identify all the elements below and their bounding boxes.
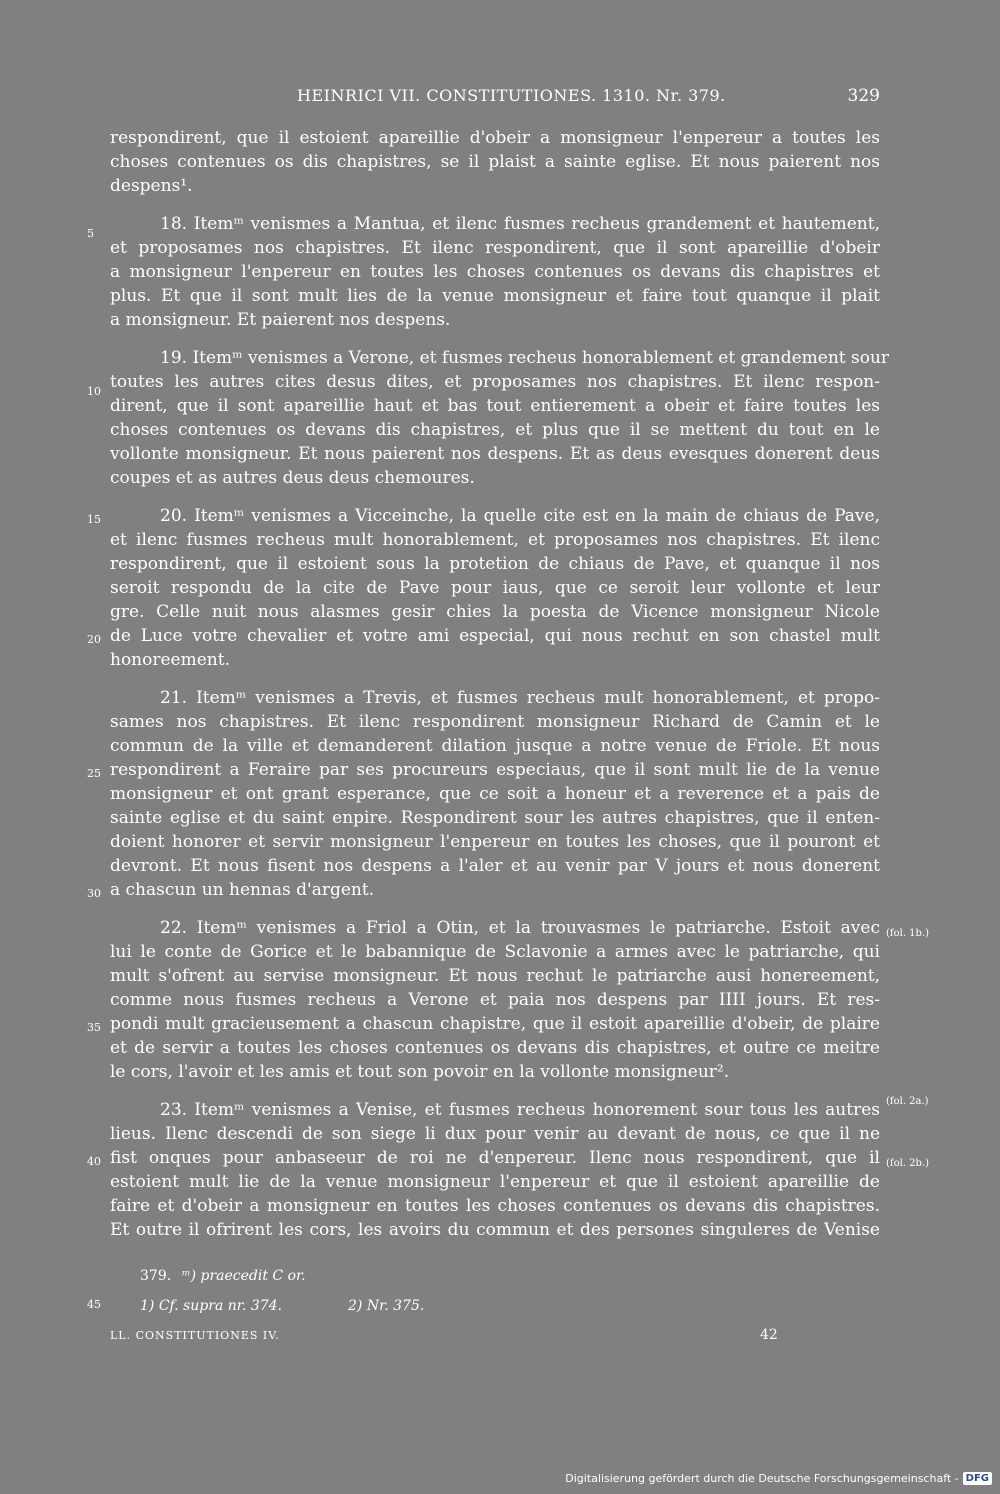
text-line: honoreement. [110, 650, 230, 670]
text-line: doient honorer et servir monsigneur l'enpereur en toutes les choses, que il pouront et [110, 832, 880, 852]
text-line: respondirent, que il estoient sous la protetion de chiaus de Pave, et quanque il nos [110, 554, 880, 574]
text-line: lui le conte de Gorice et le babannique de Sclavonie a armes avec le patriarche, qui [110, 942, 880, 962]
text-line: pondi mult gracieusement a chascun chapistre, que il estoit apareillie d'obeir, de plaire [110, 1014, 880, 1034]
text-line: a chascun un hennas d'argent. [110, 880, 375, 900]
line-number: 45 [87, 1298, 101, 1311]
text-line: le cors, l'avoir et les amis et tout son povoir en la vollonte monsigneur². [110, 1062, 730, 1082]
text-line: 23. Itemᵐ venismes a Venise, et fusmes recheus honorement sour tous les autres [160, 1100, 880, 1120]
text-line: respondirent a Feraire par ses procureurs especiaus, que il sont mult lie de la venue [110, 760, 880, 780]
line-number: 15 [87, 513, 101, 526]
footnote-2: 2) Nr. 375. [348, 1298, 425, 1314]
running-title: HEINRICI VII. CONSTITUTIONES. 1310. Nr. 379. [297, 86, 726, 105]
margin-note: (fol. 2a.) [886, 1096, 929, 1107]
line-number: 40 [87, 1155, 101, 1168]
bottom-line [110, 1329, 880, 1345]
line-number: 30 [87, 887, 101, 900]
text-line: respondirent, que il estoient apareillie d'obeir a monsigneur l'enpereur a toutes les [110, 128, 880, 148]
text-line: choses contenues os devans dis chapistres, et plus que il se mettent du tout en le [110, 420, 880, 440]
text-line: devront. Et nous fisent nos despens a l'aler et au venir par V jours et nous donerent [110, 856, 880, 876]
text-line: Et outre il ofrirent les cors, les avoirs du commun et des persones singuleres de Venise [110, 1220, 880, 1240]
text-line: despens¹. [110, 176, 193, 196]
text-line: fist onques pour anbaseeur de roi ne d'enpereur. Ilenc nous respondirent, que il [110, 1148, 880, 1168]
paragraph-21 [110, 686, 880, 902]
paragraph-18 [110, 212, 880, 332]
text-line: 19. Itemᵐ venismes a Verone, et fusmes recheus honorablement et grandement sour [160, 348, 890, 368]
digitization-credit [565, 1468, 992, 1488]
credit-text: Digitalisierung gefördert durch die Deutsche Forschungsgemeinschaft - [565, 1471, 959, 1485]
text-line: dirent, que il sont apareillie haut et bas tout entierement a obeir et faire toutes les [110, 396, 880, 416]
text-line: 20. Itemᵐ venismes a Vicceinche, la quelle cite est en la main de chiaus de Pave, [160, 506, 880, 526]
text-line: choses contenues os dis chapistres, se il plaist a sainte eglise. Et nous paierent nos [110, 152, 880, 172]
paragraph-23 [110, 1098, 880, 1242]
sheet-signature: 42 [760, 1327, 778, 1343]
text-line: faire et d'obeir a monsigneur en toutes les choses contenues os devans dis chapistres. [110, 1196, 880, 1216]
paragraph-continuation [110, 126, 880, 198]
text-line: a monsigneur l'enpereur en toutes les choses contenues os devans dis chapistres et [110, 262, 880, 282]
text-line: monsigneur et ont grant esperance, que ce soit a honeur et a reverence et a pais de [110, 784, 880, 804]
paragraph-19 [110, 346, 890, 490]
line-number: 10 [87, 385, 101, 398]
text-line: commun de la ville et demanderent dilation jusque a notre venue de Friole. Et nous [110, 736, 880, 756]
margin-note: (fol. 1b.) [886, 928, 930, 939]
text-line: estoient mult lie de la venue monsigneur l'enpereur et que il estoient apareillie de [110, 1172, 880, 1192]
line-number: 5 [87, 227, 94, 240]
text-line: sames nos chapistres. Et ilenc respondirent monsigneur Richard de Camin et le [110, 712, 880, 732]
text-line: lieus. Ilenc descendi de son siege li dux pour venir au devant de nous, ce que il ne [110, 1124, 880, 1144]
page-number: 329 [847, 86, 880, 106]
running-header [110, 86, 880, 112]
line-number: 25 [87, 767, 101, 780]
paragraph-20 [110, 504, 880, 672]
text-line: de Luce votre chevalier et votre ami especial, qui nous rechut en son chastel mult [110, 626, 880, 646]
series-title: LL. CONSTITUTIONES IV. [110, 1329, 280, 1342]
text-line: coupes et as autres deus deus chemoures. [110, 468, 475, 488]
main-text [87, 126, 930, 1242]
footnote-1: 1) Cf. supra nr. 374. [140, 1298, 283, 1314]
text-line: et ilenc fusmes recheus mult honorablement, et proposames nos chapistres. Et ilenc [110, 530, 880, 550]
text-line: toutes les autres cites desus dites, et proposames nos chapistres. Et ilenc respon- [110, 372, 880, 392]
text-line: 18. Itemᵐ venismes a Mantua, et ilenc fusmes recheus grandement et hautement, [160, 214, 880, 234]
line-number: 35 [87, 1021, 101, 1034]
text-line: sainte eglise et du saint enpire. Respondirent sour les autres chapistres, que il enten- [110, 808, 880, 828]
text-line: 22. Itemᵐ venismes a Friol a Otin, et la trouvasmes le patriarche. Estoit avec [160, 918, 880, 938]
variant-note: ᵐ) praecedit C or. [182, 1268, 306, 1284]
text-line: 21. Itemᵐ venismes a Trevis, et fusmes recheus mult honorablement, et propo- [160, 688, 880, 708]
variant-number: 379. [140, 1268, 172, 1284]
text-line: gre. Celle nuit nous alasmes gesir chies la poesta de Vicence monsigneur Nicole [110, 602, 880, 622]
text-line: comme nous fusmes recheus a Verone et paia nos despens par IIII jours. Et res- [110, 990, 880, 1010]
text-line: et proposames nos chapistres. Et ilenc respondirent, que il sont apareillie d'obeir [110, 238, 880, 258]
text-line: a monsigneur. Et paierent nos despens. [110, 310, 451, 330]
dfg-logo: DFG [963, 1472, 992, 1485]
text-line: et de servir a toutes les choses contenues os devans dis chapistres, et outre ce meitre [110, 1038, 880, 1058]
margin-note: (fol. 2b.) [886, 1158, 930, 1169]
text-line: vollonte monsigneur. Et nous paierent nos despens. Et as deus evesques donerent deus [110, 444, 880, 464]
text-line: plus. Et que il sont mult lies de la venue monsigneur et faire tout quanque il plait [110, 286, 880, 306]
line-number: 20 [87, 633, 101, 646]
text-line: mult s'ofrent au servise monsigneur. Et nous rechut le patriarche ausi honereement, [110, 966, 880, 986]
text-line: seroit respondu de la cite de Pave pour iaus, que ce seroit leur vollonte et leur [110, 578, 880, 598]
paragraph-22 [110, 916, 880, 1084]
